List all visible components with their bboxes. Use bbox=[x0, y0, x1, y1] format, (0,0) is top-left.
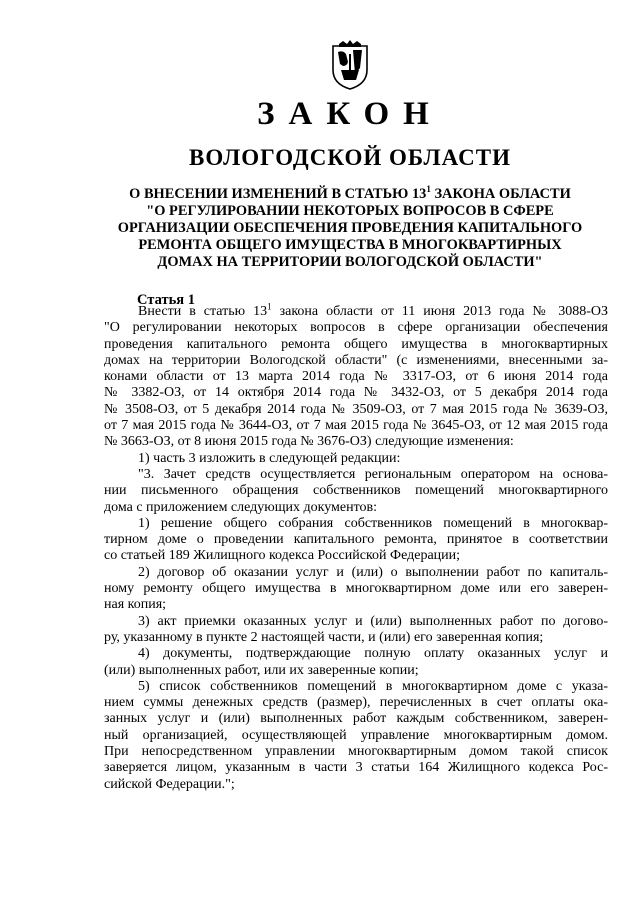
body-line: от 7 мая 2015 года № 3644-ОЗ, от 7 мая 2015 года № 3645-ОЗ, от 12 мая 2015 года bbox=[104, 418, 608, 434]
body-line: 3) акт приемки оказанных услуг и (или) выполненных работ по догово- bbox=[138, 613, 608, 629]
body-line: 1) решение общего собрания собственников помещений в многоквар- bbox=[138, 515, 608, 531]
body-line: дома с приложением следующих документов: bbox=[104, 499, 378, 515]
body-line: № 3382-ОЗ, от 14 октября 2014 года № 3432-ОЗ, от 5 декабря 2014 года bbox=[104, 385, 608, 401]
body-line: тирном доме о проведении капитального ремонта, принятое в соответствии bbox=[104, 532, 608, 548]
subject-line: ДОМАХ НА ТЕРРИТОРИИ ВОЛОГОДСКОЙ ОБЛАСТИ" bbox=[157, 254, 543, 270]
body-line: ная копия; bbox=[104, 597, 167, 613]
body-line: "3. Зачет средств осуществляется региональным оператором на основа- bbox=[138, 466, 608, 482]
body-line: При непосредственном управлении многоквартирным домом такой список bbox=[104, 744, 608, 760]
subject-line: О ВНЕСЕНИИ ИЗМЕНЕНИЙ В СТАТЬЮ $13^1$ ЗАКОНА ОБЛАСТИ bbox=[129, 184, 571, 202]
region-name: ВОЛОГОДСКОЙ ОБЛАСТИ bbox=[189, 145, 511, 170]
body-line: "О регулировании некоторых вопросов в сфере организации обеспечения bbox=[104, 320, 608, 336]
body-line: ный организацией, осуществляющей управление многоквартирным домом. bbox=[104, 727, 608, 743]
body-line: 2) договор об оказании услуг и (или) о выполнении работ по капиталь- bbox=[138, 564, 608, 580]
subject-line: "О РЕГУЛИРОВАНИИ НЕКОТОРЫХ ВОПРОСОВ В СФЕРЕ bbox=[146, 203, 554, 219]
subject-line: РЕМОНТА ОБЩЕГО ИМУЩЕСТВА В МНОГОКВАРТИРНЫХ bbox=[138, 237, 562, 253]
body-line: № 3508-ОЗ, от 5 декабря 2014 года № 3509-ОЗ, от 7 мая 2015 года № 3639-ОЗ, bbox=[104, 401, 608, 417]
body-line: проведения капитального ремонта общего имущества в многоквартирных bbox=[104, 336, 608, 352]
body-line: нием суммы денежных средств (размер), перечисленных в счет оплаты ока- bbox=[104, 695, 608, 711]
law-title: ЗАКОН bbox=[257, 96, 443, 132]
body-line: Внести в статью $13^1$ закона области от 11 июня 2013 года № 3088-ОЗ bbox=[138, 301, 608, 319]
body-line: конами области от 13 марта 2014 года № 3317-ОЗ, от 6 июня 2014 года bbox=[104, 369, 608, 385]
body-line: 1) часть 3 изложить в следующей редакции: bbox=[138, 450, 401, 466]
body-line: 5) список собственников помещений в многоквартирном доме с указа- bbox=[138, 678, 608, 694]
article-body bbox=[104, 301, 608, 793]
body-line: (или) выполненных работ, или их заверенные копии; bbox=[104, 662, 419, 678]
body-line: нии письменного обращения собственников помещений многоквартирного bbox=[104, 483, 608, 499]
body-line: занных услуг и (или) выполненных работ каждым собственником, заверен- bbox=[104, 711, 608, 727]
subject-line: ОРГАНИЗАЦИИ ОБЕСПЕЧЕНИЯ ПРОВЕДЕНИЯ КАПИТАЛЬНОГО bbox=[117, 220, 583, 236]
body-line: сийской Федерации."; bbox=[104, 776, 235, 792]
body-line: домах на территории Вологодской области" (с изменениями, внесенными за- bbox=[104, 352, 608, 368]
body-line: ру, указанному в пункте 2 настоящей части, и (или) его заверенная копия; bbox=[104, 629, 544, 645]
body-line: 4) документы, подтверждающие полную оплату оказанных услуг и bbox=[138, 646, 608, 662]
body-line: со статьей 189 Жилищного кодекса Российской Федерации; bbox=[104, 548, 461, 564]
article-heading: Статья 1 bbox=[137, 292, 195, 308]
law-subject bbox=[100, 186, 600, 271]
body-line: заверяется лицом, указанным в части 3 статьи 164 Жилищного кодекса Рос- bbox=[104, 760, 608, 776]
coat-of-arms-icon bbox=[329, 40, 371, 90]
body-line: № 3663-ОЗ, от 8 июня 2015 года № 3676-ОЗ) следующие изменения: bbox=[104, 434, 514, 450]
body-line: ному ремонту общего имущества в многоквартирном доме или его заверен- bbox=[104, 581, 608, 597]
